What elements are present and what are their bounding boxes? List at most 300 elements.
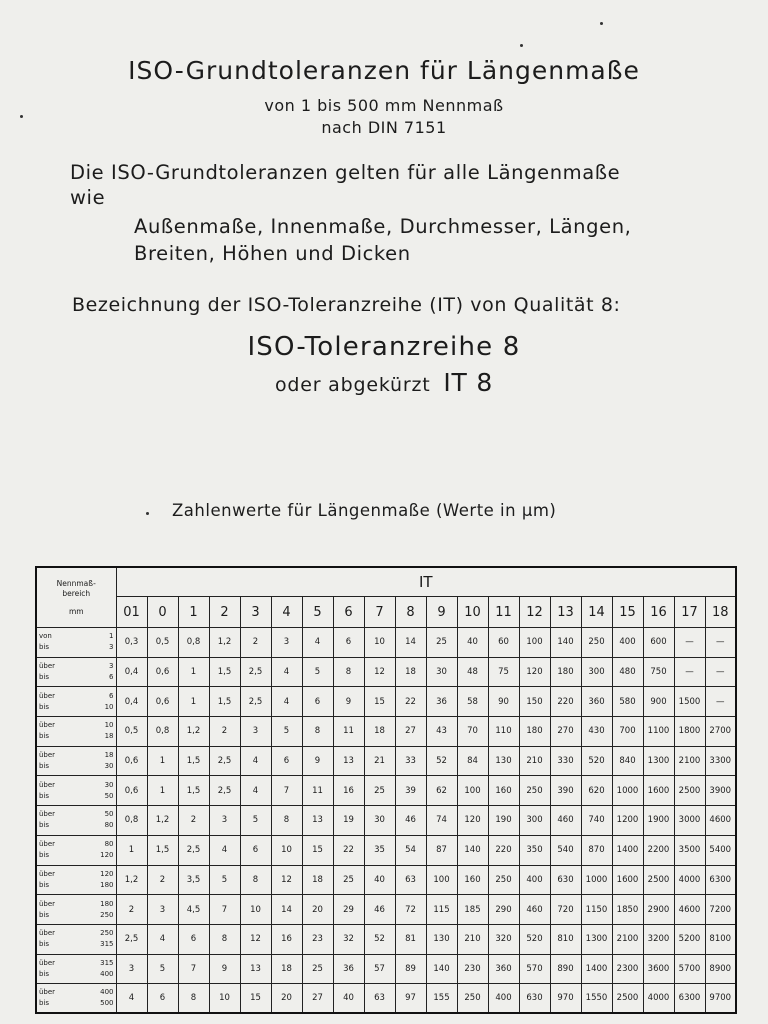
range-from-value: 1 <box>109 632 114 641</box>
range-to <box>39 672 114 683</box>
tolerance-value-cell: — <box>705 687 736 717</box>
tolerance-value-cell: 8 <box>209 924 240 954</box>
quality-header-cell: 01 <box>116 597 147 628</box>
tolerance-value-cell: 480 <box>612 657 643 687</box>
range-from-word: über <box>39 691 56 700</box>
quality-header-cell: 4 <box>271 597 302 628</box>
tolerance-value-cell: 2300 <box>612 954 643 984</box>
tolerance-value-cell: 2500 <box>643 865 674 895</box>
tolerance-value-cell: 6 <box>302 687 333 717</box>
tolerance-value-cell: 810 <box>550 924 581 954</box>
tolerance-value-cell: 750 <box>643 657 674 687</box>
tolerance-value-cell: 1000 <box>612 776 643 806</box>
intro-line-1: Die ISO-Grundtoleranzen gelten für alle Längenmaße <box>70 161 621 184</box>
tolerance-value-cell: 0,5 <box>147 628 178 658</box>
tolerance-value-cell: 35 <box>364 835 395 865</box>
tolerance-value-cell: 12 <box>240 924 271 954</box>
tolerance-value-cell: 25 <box>333 865 364 895</box>
tolerance-value-cell: 48 <box>457 657 488 687</box>
tolerance-value-cell: 0,8 <box>178 628 209 658</box>
abbreviation-code: IT 8 <box>443 368 494 397</box>
quality-header-cell: 6 <box>333 597 364 628</box>
range-to <box>39 880 114 891</box>
tolerance-value-cell: 180 <box>550 657 581 687</box>
tolerance-value-cell: 2100 <box>612 924 643 954</box>
range-to <box>39 731 114 742</box>
tolerance-value-cell: 1,2 <box>209 628 240 658</box>
range-to <box>39 820 114 831</box>
tolerance-value-cell: 8100 <box>705 924 736 954</box>
range-to-word: bis <box>39 851 50 860</box>
tolerance-value-cell: 9 <box>333 687 364 717</box>
tolerance-value-cell: 40 <box>333 984 364 1014</box>
tolerance-value-cell: 1900 <box>643 806 674 836</box>
page-title: ISO-Grundtoleranzen für Längenmaße <box>128 56 640 85</box>
range-label-cell <box>36 628 116 658</box>
tolerance-value-cell: 230 <box>457 954 488 984</box>
tolerance-value-cell: 14 <box>395 628 426 658</box>
range-label-cell <box>36 776 116 806</box>
tolerance-value-cell: 1400 <box>612 835 643 865</box>
range-to-value: 120 <box>100 851 114 860</box>
range-to <box>39 642 114 653</box>
range-to-word: bis <box>39 969 50 978</box>
range-to <box>39 998 114 1009</box>
table-row <box>36 657 736 687</box>
range-from <box>39 869 114 880</box>
tolerance-value-cell: 130 <box>488 746 519 776</box>
tolerance-value-cell: 5 <box>271 717 302 747</box>
range-from-word: über <box>39 810 56 819</box>
tolerance-value-cell: 18 <box>395 657 426 687</box>
tolerance-value-cell: 190 <box>488 806 519 836</box>
table-row <box>36 628 736 658</box>
abbreviation-text: oder abgekürzt <box>274 374 431 396</box>
page-subtitle-standard: nach DIN 7151 <box>321 118 447 137</box>
tolerance-value-cell: 84 <box>457 746 488 776</box>
tolerance-value-cell: 1850 <box>612 895 643 925</box>
range-to <box>39 910 114 921</box>
tolerance-value-cell: 15 <box>302 835 333 865</box>
tolerance-table <box>35 566 737 1014</box>
tolerance-value-cell: 3500 <box>674 835 705 865</box>
tolerance-value-cell: 16 <box>333 776 364 806</box>
tolerance-value-cell: 3 <box>240 717 271 747</box>
range-from <box>39 987 114 998</box>
tolerance-value-cell: 18 <box>364 717 395 747</box>
page-subtitle-range: von 1 bis 500 mm Nennmaß <box>264 96 504 115</box>
range-from <box>39 631 114 642</box>
speck-decoration <box>520 44 523 47</box>
tolerance-value-cell: 1,5 <box>147 835 178 865</box>
tolerance-value-cell: — <box>674 628 705 658</box>
tolerance-value-cell: 140 <box>426 954 457 984</box>
tolerance-value-cell: 3200 <box>643 924 674 954</box>
quality-header-row <box>36 597 736 628</box>
range-to-value: 10 <box>104 702 114 711</box>
range-header-line-2: bereich <box>62 588 91 598</box>
quality-header-cell: 14 <box>581 597 612 628</box>
tolerance-value-cell: 22 <box>395 687 426 717</box>
range-label-cell <box>36 954 116 984</box>
tolerance-value-cell: 1550 <box>581 984 612 1014</box>
table-caption: Zahlenwerte für Längenmaße (Werte in µm) <box>172 501 557 520</box>
range-to-value: 400 <box>100 969 114 978</box>
tolerance-value-cell: 30 <box>426 657 457 687</box>
range-to-word: bis <box>39 732 50 741</box>
tolerance-value-cell: 2,5 <box>240 687 271 717</box>
tolerance-value-cell: 360 <box>488 954 519 984</box>
tolerance-value-cell: 12 <box>271 865 302 895</box>
tolerance-value-cell: 3300 <box>705 746 736 776</box>
range-to <box>39 939 114 950</box>
range-to <box>39 702 114 713</box>
range-from-word: über <box>39 988 56 997</box>
tolerance-value-cell: 570 <box>519 954 550 984</box>
table-row <box>36 687 736 717</box>
tolerance-value-cell: 6300 <box>674 984 705 1014</box>
tolerance-value-cell: 250 <box>488 865 519 895</box>
speck-decoration <box>146 512 149 515</box>
tolerance-value-cell: 360 <box>581 687 612 717</box>
it-header: IT <box>116 567 736 597</box>
table-row <box>36 895 736 925</box>
tolerance-value-cell: 0,4 <box>116 687 147 717</box>
range-label-cell <box>36 924 116 954</box>
range-from-word: von <box>39 632 52 641</box>
tolerance-value-cell: 250 <box>581 628 612 658</box>
range-label-cell <box>36 835 116 865</box>
tolerance-value-cell: 32 <box>333 924 364 954</box>
designation-intro: Bezeichnung der ISO-Toleranzreihe (IT) von Qualität 8: <box>72 294 621 316</box>
tolerance-value-cell: 20 <box>271 984 302 1014</box>
tolerance-value-cell: 1 <box>178 687 209 717</box>
tolerance-value-cell: 7 <box>271 776 302 806</box>
range-from <box>39 780 114 791</box>
tolerance-value-cell: 4 <box>116 984 147 1014</box>
tolerance-value-cell: 5 <box>302 657 333 687</box>
tolerance-value-cell: 150 <box>519 687 550 717</box>
range-label-cell <box>36 687 116 717</box>
range-from-value: 50 <box>104 810 114 819</box>
tolerance-value-cell: 3 <box>116 954 147 984</box>
tolerance-value-cell: 6 <box>333 628 364 658</box>
range-label-cell <box>36 717 116 747</box>
tolerance-value-cell: — <box>705 628 736 658</box>
tolerance-value-cell: 5 <box>240 806 271 836</box>
tolerance-value-cell: 4 <box>209 835 240 865</box>
tolerance-value-cell: 40 <box>364 865 395 895</box>
tolerance-value-cell: 1600 <box>643 776 674 806</box>
tolerance-value-cell: 6 <box>178 924 209 954</box>
quality-header-cell: 2 <box>209 597 240 628</box>
tolerance-value-cell: 1,5 <box>178 776 209 806</box>
tolerance-value-cell: 2900 <box>643 895 674 925</box>
tolerance-value-cell: 3,5 <box>178 865 209 895</box>
tolerance-value-cell: 0,8 <box>116 806 147 836</box>
tolerance-value-cell: 57 <box>364 954 395 984</box>
tolerance-value-cell: 12 <box>364 657 395 687</box>
tolerance-value-cell: 70 <box>457 717 488 747</box>
tolerance-value-cell: 180 <box>519 717 550 747</box>
range-to-word: bis <box>39 791 50 800</box>
range-to-value: 80 <box>104 821 114 830</box>
tolerance-value-cell: 2 <box>178 806 209 836</box>
tolerance-value-cell: 7 <box>178 954 209 984</box>
tolerance-value-cell: 970 <box>550 984 581 1014</box>
quality-header-cell: 12 <box>519 597 550 628</box>
tolerance-value-cell: 13 <box>302 806 333 836</box>
tolerance-value-cell: 13 <box>333 746 364 776</box>
tolerance-value-cell: 7200 <box>705 895 736 925</box>
tolerance-value-cell: 39 <box>395 776 426 806</box>
tolerance-value-cell: 4 <box>240 746 271 776</box>
tolerance-value-cell: 36 <box>333 954 364 984</box>
tolerance-value-cell: 63 <box>364 984 395 1014</box>
tolerance-value-cell: 0,5 <box>116 717 147 747</box>
tolerance-value-cell: 0,6 <box>147 657 178 687</box>
tolerance-value-cell: 9700 <box>705 984 736 1014</box>
tolerance-value-cell: 14 <box>271 895 302 925</box>
tolerance-value-cell: 580 <box>612 687 643 717</box>
tolerance-value-cell: 87 <box>426 835 457 865</box>
tolerance-value-cell: 3 <box>271 628 302 658</box>
tolerance-value-cell: 3600 <box>643 954 674 984</box>
tolerance-value-cell: 22 <box>333 835 364 865</box>
tolerance-value-cell: 1,5 <box>209 687 240 717</box>
table-row <box>36 835 736 865</box>
tolerance-value-cell: 1 <box>147 746 178 776</box>
tolerance-value-cell: 8900 <box>705 954 736 984</box>
range-from <box>39 691 114 702</box>
tolerance-value-cell: 21 <box>364 746 395 776</box>
tolerance-value-cell: 4 <box>147 924 178 954</box>
range-label-cell <box>36 984 116 1014</box>
table-body <box>36 628 736 1014</box>
tolerance-value-cell: 18 <box>271 954 302 984</box>
range-from-value: 10 <box>104 721 114 730</box>
tolerance-value-cell: 2 <box>116 895 147 925</box>
range-from-value: 30 <box>104 780 114 789</box>
range-to-value: 3 <box>109 643 114 652</box>
tolerance-value-cell: 1500 <box>674 687 705 717</box>
range-to <box>39 850 114 861</box>
tolerance-value-cell: 890 <box>550 954 581 984</box>
range-from-word: über <box>39 780 56 789</box>
tolerance-value-cell: 2500 <box>674 776 705 806</box>
range-from-value: 315 <box>100 958 114 967</box>
tolerance-value-cell: 160 <box>457 865 488 895</box>
range-header-line-1: Nennmaß- <box>56 578 96 588</box>
tolerance-value-cell: 1,5 <box>209 657 240 687</box>
tolerance-value-cell: 4,5 <box>178 895 209 925</box>
tolerance-value-cell: 290 <box>488 895 519 925</box>
tolerance-value-cell: 900 <box>643 687 674 717</box>
tolerance-value-cell: 130 <box>426 924 457 954</box>
range-to-word: bis <box>39 940 50 949</box>
tolerance-value-cell: 6 <box>147 984 178 1014</box>
tolerance-value-cell: 115 <box>426 895 457 925</box>
tolerance-value-cell: 330 <box>550 746 581 776</box>
quality-header-cell: 18 <box>705 597 736 628</box>
tolerance-value-cell: 74 <box>426 806 457 836</box>
range-from-word: über <box>39 958 56 967</box>
tolerance-value-cell: 540 <box>550 835 581 865</box>
range-to-word: bis <box>39 821 50 830</box>
tolerance-value-cell: 2 <box>209 717 240 747</box>
tolerance-value-cell: 120 <box>457 806 488 836</box>
tolerance-value-cell: 2,5 <box>178 835 209 865</box>
tolerance-value-cell: 46 <box>395 806 426 836</box>
tolerance-value-cell: 33 <box>395 746 426 776</box>
range-to <box>39 761 114 772</box>
tolerance-value-cell: 30 <box>364 806 395 836</box>
tolerance-value-cell: 15 <box>240 984 271 1014</box>
range-from-word: über <box>39 662 56 671</box>
quality-header-cell: 0 <box>147 597 178 628</box>
tolerance-value-cell: 1 <box>147 776 178 806</box>
tolerance-value-cell: 10 <box>364 628 395 658</box>
tolerance-value-cell: 155 <box>426 984 457 1014</box>
tolerance-value-cell: 3 <box>209 806 240 836</box>
range-from-value: 18 <box>104 751 114 760</box>
tolerance-value-cell: 62 <box>426 776 457 806</box>
range-label-cell <box>36 657 116 687</box>
range-to <box>39 791 114 802</box>
tolerance-value-cell: 3000 <box>674 806 705 836</box>
tolerance-value-cell: 29 <box>333 895 364 925</box>
speck-decoration <box>20 115 23 118</box>
tolerance-value-cell: 1600 <box>612 865 643 895</box>
range-from <box>39 750 114 761</box>
tolerance-value-cell: 7 <box>209 895 240 925</box>
tolerance-value-cell: 620 <box>581 776 612 806</box>
range-to-word: bis <box>39 702 50 711</box>
tolerance-value-cell: 2 <box>147 865 178 895</box>
tolerance-value-cell: 6300 <box>705 865 736 895</box>
tolerance-value-cell: 630 <box>519 984 550 1014</box>
tolerance-value-cell: 4000 <box>674 865 705 895</box>
tolerance-value-cell: 4 <box>271 687 302 717</box>
tolerance-value-cell: 430 <box>581 717 612 747</box>
range-from-value: 180 <box>100 899 114 908</box>
tolerance-value-cell: 400 <box>612 628 643 658</box>
range-to-value: 30 <box>104 762 114 771</box>
tolerance-value-cell: 8 <box>178 984 209 1014</box>
range-from-word: über <box>39 751 56 760</box>
tolerance-value-cell: — <box>705 657 736 687</box>
range-to-value: 315 <box>100 940 114 949</box>
tolerance-value-cell: 0,6 <box>116 776 147 806</box>
range-from-value: 3 <box>109 662 114 671</box>
tolerance-value-cell: 1,5 <box>178 746 209 776</box>
tolerance-value-cell: 11 <box>302 776 333 806</box>
range-from-word: über <box>39 929 56 938</box>
tolerance-value-cell: 1150 <box>581 895 612 925</box>
tolerance-value-cell: 3900 <box>705 776 736 806</box>
tolerance-value-cell: 740 <box>581 806 612 836</box>
tolerance-value-cell: 0,8 <box>147 717 178 747</box>
tolerance-value-cell: 350 <box>519 835 550 865</box>
tolerance-value-cell: 4600 <box>674 895 705 925</box>
tolerance-value-cell: 0,6 <box>116 746 147 776</box>
quality-header-cell: 8 <box>395 597 426 628</box>
tolerance-value-cell: 1100 <box>643 717 674 747</box>
quality-header-cell: 9 <box>426 597 457 628</box>
designation-abbreviation <box>0 368 768 397</box>
tolerance-value-cell: 27 <box>302 984 333 1014</box>
tolerance-value-cell: 0,4 <box>116 657 147 687</box>
range-to <box>39 969 114 980</box>
tolerance-value-cell: 4 <box>302 628 333 658</box>
tolerance-value-cell: 4000 <box>643 984 674 1014</box>
tolerance-value-cell: 160 <box>488 776 519 806</box>
tolerance-value-cell: 1,2 <box>116 865 147 895</box>
tolerance-value-cell: 1 <box>116 835 147 865</box>
tolerance-value-cell: 870 <box>581 835 612 865</box>
quality-header-cell: 16 <box>643 597 674 628</box>
tolerance-value-cell: 0,6 <box>147 687 178 717</box>
range-label-cell <box>36 806 116 836</box>
tolerance-value-cell: 840 <box>612 746 643 776</box>
quality-header-cell: 5 <box>302 597 333 628</box>
tolerance-value-cell: 220 <box>488 835 519 865</box>
tolerance-value-cell: 720 <box>550 895 581 925</box>
tolerance-value-cell: 23 <box>302 924 333 954</box>
tolerance-value-cell: 15 <box>364 687 395 717</box>
tolerance-value-cell: 9 <box>302 746 333 776</box>
range-from-word: über <box>39 899 56 908</box>
range-from <box>39 928 114 939</box>
range-to-value: 180 <box>100 880 114 889</box>
range-to-word: bis <box>39 880 50 889</box>
tolerance-value-cell: 0,3 <box>116 628 147 658</box>
tolerance-value-cell: 2,5 <box>240 657 271 687</box>
range-from-value: 250 <box>100 929 114 938</box>
tolerance-value-cell: 52 <box>364 924 395 954</box>
tolerance-value-cell: 700 <box>612 717 643 747</box>
table-row <box>36 924 736 954</box>
tolerance-value-cell: 63 <box>395 865 426 895</box>
tolerance-value-cell: 27 <box>395 717 426 747</box>
tolerance-value-cell: 630 <box>550 865 581 895</box>
tolerance-value-cell: 18 <box>302 865 333 895</box>
tolerance-value-cell: 10 <box>209 984 240 1014</box>
tolerance-value-cell: 5200 <box>674 924 705 954</box>
tolerance-value-cell: 6 <box>240 835 271 865</box>
range-from-word: über <box>39 721 56 730</box>
tolerance-value-cell: 460 <box>519 895 550 925</box>
tolerance-value-cell: 5700 <box>674 954 705 984</box>
range-from <box>39 661 114 672</box>
tolerance-value-cell: 600 <box>643 628 674 658</box>
tolerance-value-cell: 460 <box>550 806 581 836</box>
intro-line-4: Breiten, Höhen und Dicken <box>134 242 411 265</box>
tolerance-value-cell: 220 <box>550 687 581 717</box>
tolerance-value-cell: 1200 <box>612 806 643 836</box>
tolerance-value-cell: 89 <box>395 954 426 984</box>
tolerance-value-cell: 520 <box>581 746 612 776</box>
tolerance-value-cell: 520 <box>519 924 550 954</box>
tolerance-value-cell: 97 <box>395 984 426 1014</box>
quality-header-cell: 1 <box>178 597 209 628</box>
quality-header-cell: 11 <box>488 597 519 628</box>
range-to-word: bis <box>39 643 50 652</box>
tolerance-value-cell: 210 <box>519 746 550 776</box>
tolerance-value-cell: 5 <box>209 865 240 895</box>
quality-header-cell: 17 <box>674 597 705 628</box>
tolerance-value-cell: 25 <box>302 954 333 984</box>
